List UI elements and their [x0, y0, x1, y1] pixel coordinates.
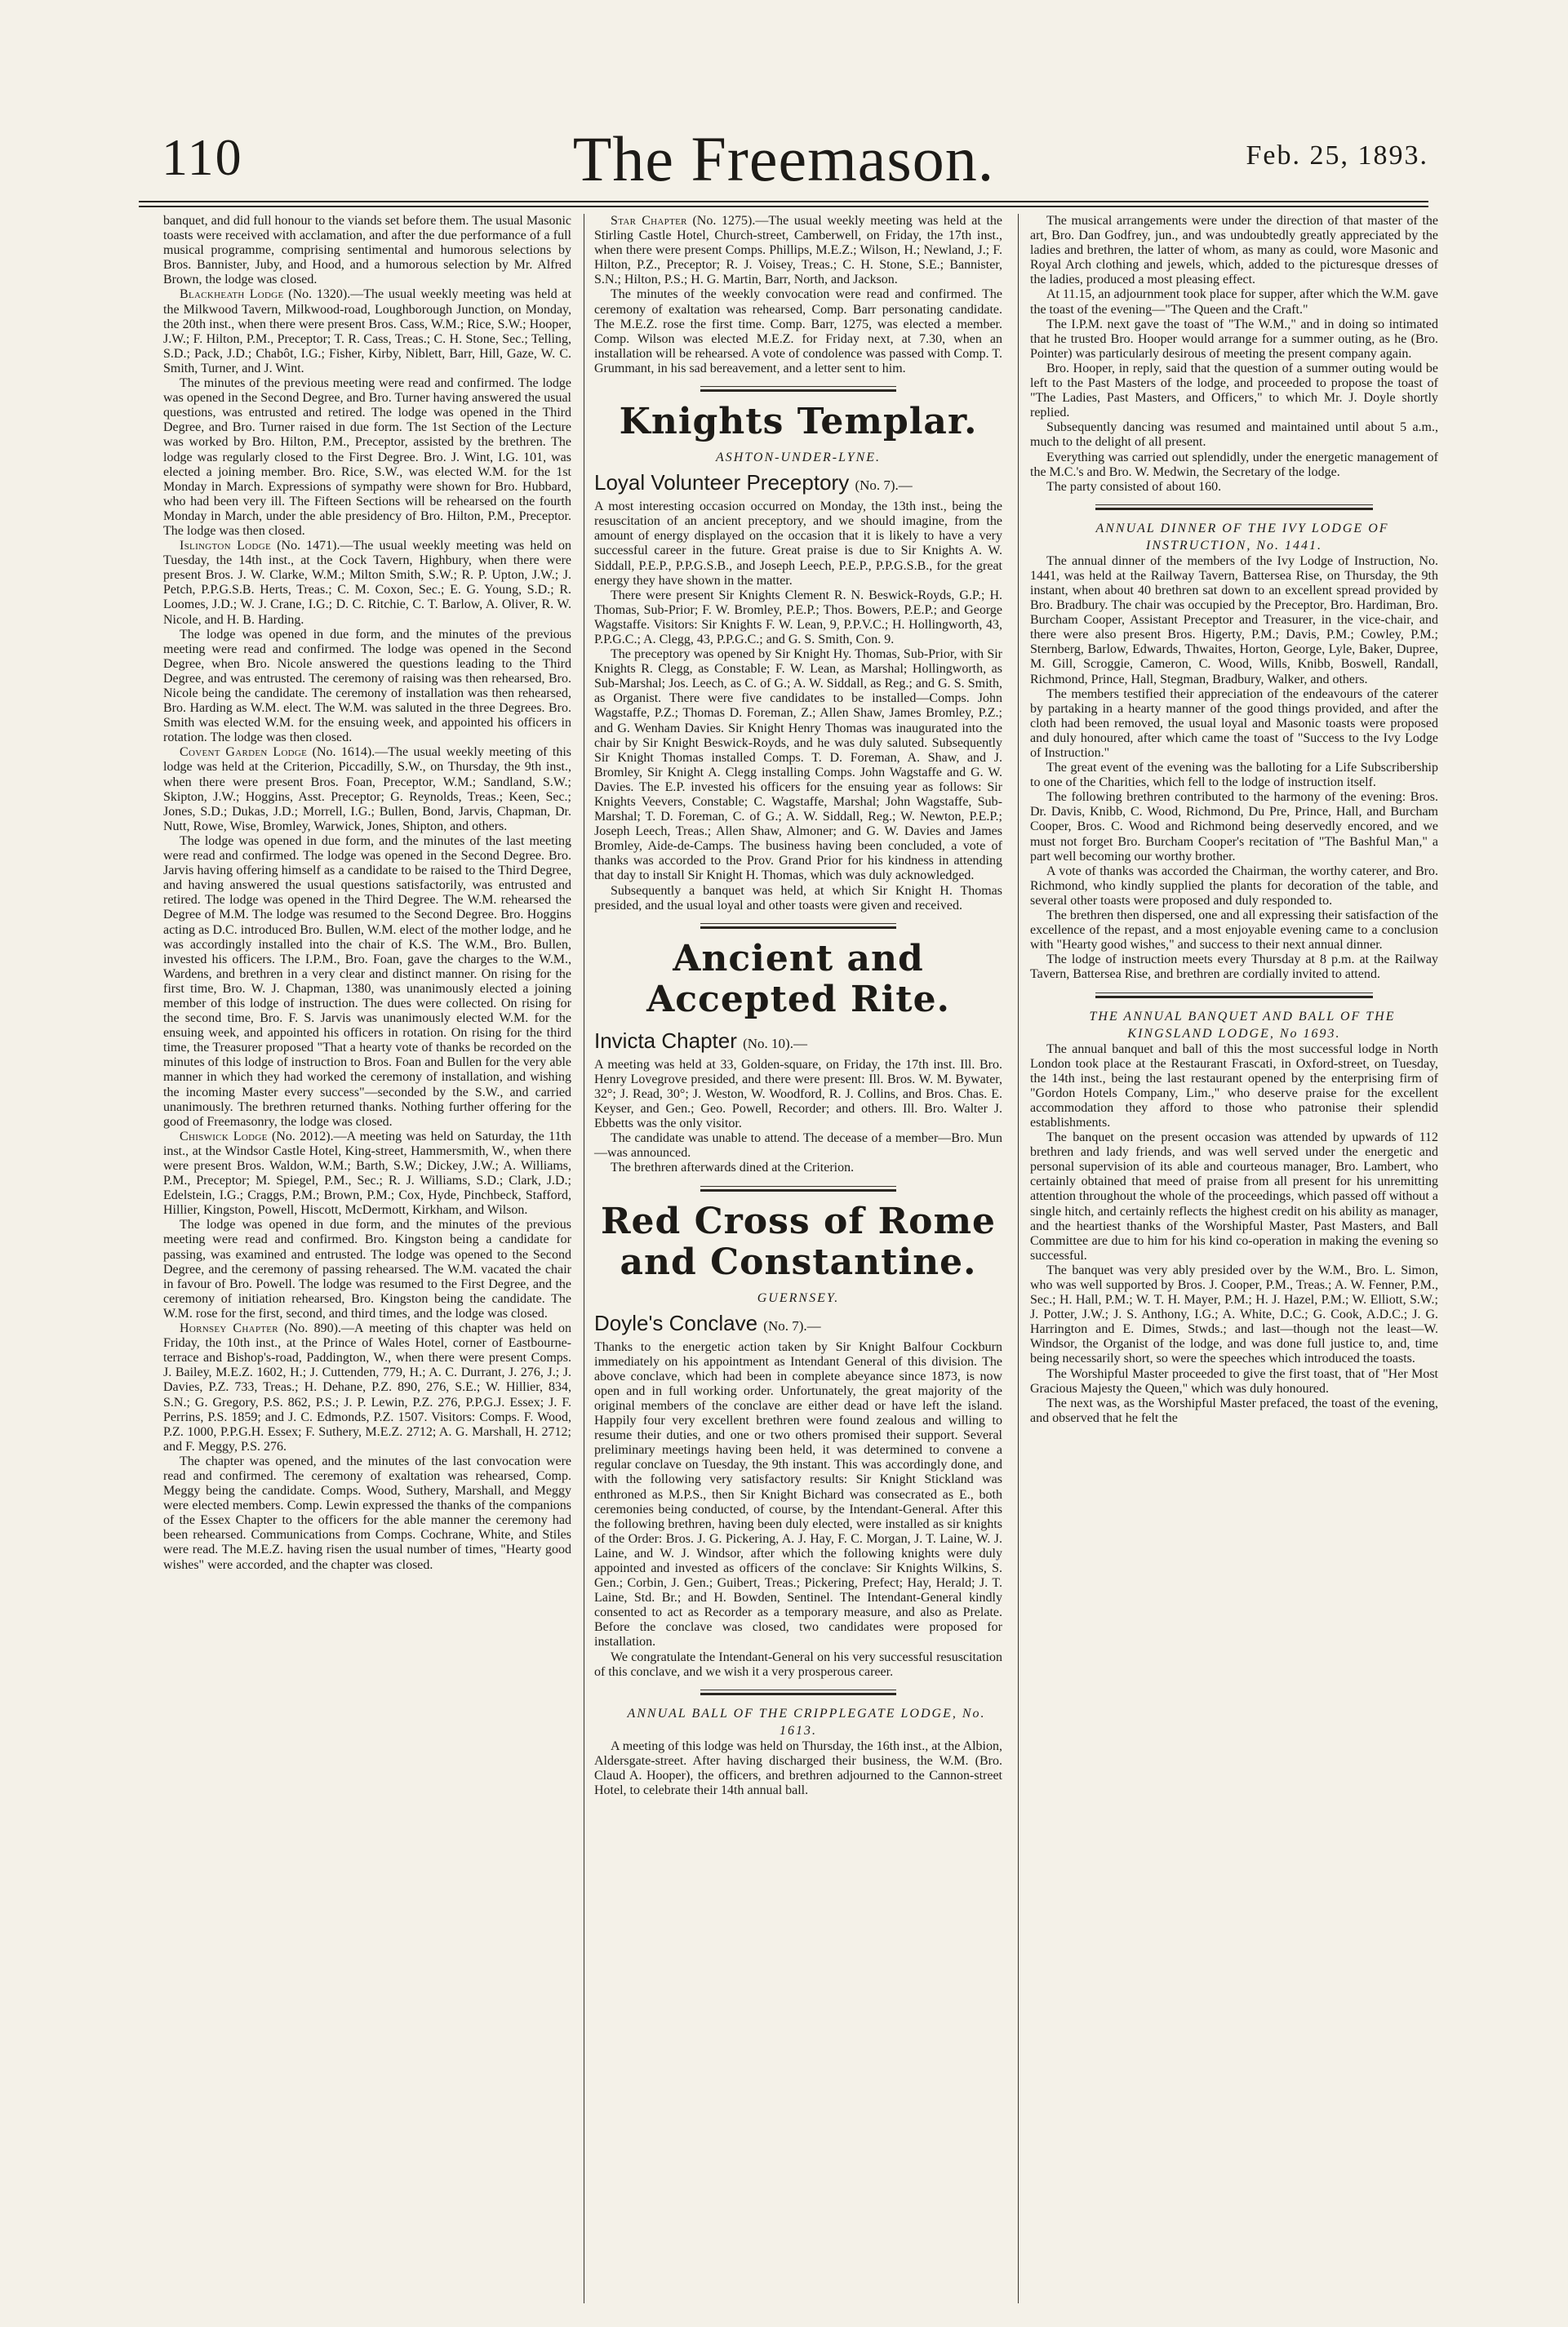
section-heading-ancient-accepted-rite: Ancient and Accepted Rite.	[646, 937, 950, 1020]
lodge-name: Star Chapter	[611, 214, 687, 228]
paragraph: Thanks to the energetic action taken by Sir Knight Balfour Cockburn immediately on his appointment as Intendant General of this division. The above conclave, which had been in complete abeyance since 1873, is now open and in full working order. Unfortunately, the great majority of the original members of the conclave are either dead or have left the island. Happily four very excellent brethren were found zealous and willing to resume their duties, and one or two others promised their support. Several preliminary meetings having been held, it was determined to convene a regular conclave on Tuesday, the 9th instant. This was accordingly done, and with the following very satisfactory results: Sir Knight Stickland was enthroned as M.P.S., then Sir Knight Bichard was consecrated as E., both ceremonies being conducted, of course, by the Intendant-General. After this the following brethren, having been duly elected, were installed as sir knights of the Order: Bros. J. G. Pickering, A. J. Hay, F. C. Morgan, J. T. Laine, W. J. Laine, and W. J. Windsor, after which the following knights were duly appointed and invested as officers of the conclave: Sir Knights Wilkins, S. Gen.; Corbin, J. Gen.; Guibert, Treas.; Pickering, Prefect; Hay, Herald; J. T. Laine, Std. Br.; and H. Bowden, Sentinel. The Intendant-General kindly consented to act as Recorder as a temporary measure, and also as Prelate. Before the conclave was closed, two candidates were proposed for installation.	[594, 1339, 1002, 1650]
section-divider	[700, 1189, 896, 1192]
paragraph: At 11.15, an adjournment took place for supper, after which the W.M. gave the toast of the evening—"The Queen and the Craft."	[1030, 287, 1438, 317]
preceptory-title: Loyal Volunteer Preceptory (No. 7).—	[594, 470, 913, 495]
paragraph: A meeting of this lodge was held on Thursday, the 16th inst., at the Albion, Aldersgate-street. After having discharged their business, the W.M. (Bro. Claud A. Hooper), the officers, and brethren adjourned to the Cannon-street Hotel, to celebrate their 14th annual ball.	[594, 1739, 1002, 1798]
place-subhead: ASHTON-UNDER-LYNE.	[715, 451, 882, 465]
page-number: 110	[162, 128, 243, 186]
covent-garden-report: Covent Garden Lodge (No. 1614).—The usual weekly meeting of this lodge was held at the Criterion, Piccadilly, S.W., on Thursday, the 9th inst., when there were present Bros. Foan, Preceptor, W.M.; Sandland, S.W.; Skipton, J.W.; Hoggins, Asst. Preceptor; G. Reynolds, Treas.; Keen, Sec.; Jones, S.D.; Dukas, J.D.; Morrell, I.G.; Bullen, Bond, Jarvis, Chapman, Dr. Nutt, Rowe, Wise, Bromley, Warwick, Jones, Shipton, and others.	[163, 745, 572, 833]
islington-report: Islington Lodge (No. 1471).—The usual weekly meeting was held on Tuesday, the 14th inst., at the Cock Tavern, Highbury, when there were present Bros. J. W. Clarke, W.M.; Milton Smith, S.W.; R. P. Upton, J.W.; J. Petch, P.P.G.S.B. Herts, Treas.; C. M. Coxon, Sec.; E. G. Young, S.D.; R. Loomes, J.D.; W. J. Crane, I.G.; D. C. Ritchie, C. T. Barlow, A. Oliver, R. W. Nicole, and H. B. Harding.	[163, 539, 572, 627]
masthead	[139, 122, 1428, 198]
paragraph: The brethren afterwards dined at the Criterion.	[611, 1161, 855, 1175]
paragraph: The party consisted of about 160.	[1046, 479, 1222, 494]
paragraph: A vote of thanks was accorded the Chairman, the worthy caterer, and Bro. Richmond, who kindly supplied the plants for decoration of the table, and several other toasts were proposed and duly responded to.	[1030, 864, 1438, 908]
lodge-name: Chiswick Lodge	[180, 1129, 268, 1144]
section-divider	[1095, 508, 1373, 510]
section-heading-knights-templar: Knights Templar.	[619, 401, 978, 443]
issue-date: Feb. 25, 1893.	[1246, 140, 1428, 171]
paragraph: Everything was carried out splendidly, under the energetic management of the M.C.'s and Bro. W. Medwin, the Secretary of the lodge.	[1030, 450, 1438, 479]
paragraph: A meeting was held at 33, Golden-square, on Friday, the 17th inst. Ill. Bro. Henry Lovegrove presided, and there were present: Ill. Bros. W. M. Bywater, 32°; J. Read, 30°; J. Weston, W. Woodford, R. J. Collins, and Bros. Chas. E. Keyser, and Gen.; Geo. Powell, Recorder; and others. Ill. Bro. Walter J. Ebbetts was the only visitor.	[594, 1057, 1002, 1131]
lodge-name: Covent Garden Lodge	[180, 745, 308, 760]
paragraph: Subsequently dancing was resumed and maintained until about 5 a.m., much to the delight of all present.	[1030, 420, 1438, 450]
blackheath-report: Blackheath Lodge (No. 1320).—The usual weekly meeting was held at the Milkwood Tavern, Milkwood-road, Loughborough Junction, on Monday, the 20th inst., when there were present Bros. Cass, W.M.; Rice, S.W.; Hooper, J.W.; F. Hilton, P.M., Preceptor; T. R. Cass, Treas.; C. H. Stone, Sec.; Telling, S.D.; Pack, J.D.; Chabôt, I.G.; Fisher, Kirby, Niblett, Barr, Hill, Gaze, W. C. Smith, Turner, and J. Wint.	[163, 287, 572, 375]
paragraph: Bro. Hooper, in reply, said that the question of a summer outing would be left to the Past Masters of the lodge, and proceeded to propose the toast of "The Ladies, Past Masters, and Officers," to which Mr. J. Doyle shortly replied.	[1030, 361, 1438, 420]
paragraph: The members testified their appreciation of the endeavours of the caterer by partaking in a hearty manner of the good things provided, and after the cloth had been removed, the usual loyal and Masonic toasts were proposed and duly honoured, after which came the toast of "Success to the Ivy Lodge of Instruction."	[1030, 686, 1438, 760]
column-rule-2	[1018, 214, 1019, 2303]
section-divider	[700, 926, 896, 929]
paragraph: The chapter was opened, and the minutes of the last convocation were read and confirmed. The ceremony of exaltation was rehearsed, Comp. Meggy being the candidate. Comps. Wood, Suthery, Marshall, and Meggy were elected members. Comp. Lewin expressed the thanks of the companions of the Essex Chapter to the officers for the able manner the ceremony had been rehearsed. Communications from Comps. Cochrane, White, and Stiles were read. The M.E.Z. having risen the usual number of times, "Hearty good wishes" were accorded, and the chapter was closed.	[163, 1454, 571, 1572]
lodge-name: Blackheath Lodge	[180, 287, 284, 302]
paragraph: The great event of the evening was the balloting for a Life Subscribership to one of the Charities, which fell to the lodge of instruction itself.	[1030, 761, 1438, 790]
section-divider	[700, 1186, 896, 1187]
section-divider	[700, 1693, 896, 1695]
conclave-title: Doyle's Conclave (No. 7).—	[594, 1310, 821, 1335]
masthead-rule-bottom	[139, 206, 1428, 207]
paragraph: The musical arrangements were under the direction of that master of the art, Bro. Dan Godfrey, jun., and was undoubtedly greatly appreciated by the ladies and brethren, the latter of whom, as many as could, wore Masonic and Royal Arch clothing and jewels, which, added to the picturesque dresses of the ladies, produced a most pleasing effect.	[1030, 214, 1438, 287]
section-divider	[700, 389, 896, 392]
lodge-name: Hornsey Chapter	[180, 1321, 278, 1336]
paragraph: The banquet on the present occasion was attended by upwards of 112 brethren and lady friends, and was well served under the energetic and personal supervision of its able and courteous manager, Bro. Lambert, who certainly obtained that meed of praise from all present for his unremitting attention throughout the whole of the proceedings, which passed off without a single hitch, and certainly reflects the highest credit on his ability as manager, and the heartiest thanks of the Worshipful Master, Past Masters, and Ball Committee are due to him for his kind co-operation in making the evening so successful.	[1030, 1130, 1438, 1263]
paragraph: The brethren then dispersed, one and all expressing their satisfaction of the excellence of the repast, and a most enjoyable evening came to a conclusion with "Hearty good wishes," and success to their next annual dinner.	[1030, 908, 1438, 953]
section-divider	[700, 386, 896, 387]
section-divider	[1095, 504, 1373, 505]
paragraph: The candidate was unable to attend. The decease of a member—Bro. Mun—was announced.	[594, 1131, 1002, 1161]
lodge-name: Islington Lodge	[180, 539, 272, 553]
paragraph: A most interesting occasion occurred on Monday, the 13th inst., being the resuscitation of an ancient preceptory, and we should imagine, from the amount of energy displayed on the occasion that it is likely to have a very successful career in the future. Great praise is due to Sir Knights A. W. Siddall, P.E.P., P.P.G.S.B., and Joseph Leech, P.E.P., P.P.G.S.B., for the great energy they have shown in the matter.	[594, 500, 1002, 588]
paragraph: The lodge of instruction meets every Thursday at 8 p.m. at the Railway Tavern, Battersea Rise, and brethren are cordially invited to attend.	[1030, 953, 1438, 982]
paragraph: The annual banquet and ball of this the most successful lodge in North London took place at the Restaurant Frascati, in Oxford-street, on Tuesday, the 14th inst., being the last restaurant opened by the enterprising firm of "Gordon Hotels Company, Lim.," who deserve praise for the excellent accommodation they afford to those who patronise their splendid establishments.	[1030, 1041, 1438, 1130]
paragraph: Subsequently a banquet was held, at which Sir Knight H. Thomas presided, and the usual loyal and other toasts were given and received.	[594, 883, 1002, 913]
paragraph: The banquet was very ably presided over by the W.M., Bro. L. Simon, who was well supported by Bros. J. Cooper, P.M., Treas.; A. W. Fenner, P.M., Sec.; H. Hall, P.M.; W. T. H. Mayer, P.M.; H. J. Hazel, P.M.; W. Elliott, S.W.; J. Potter, J.W.; J. S. Anthony, I.G.; A. White, D.C.; G. Cook, A.D.C.; J. G. Harrington and E. Dimes, Stwds.; and last—though not the least—W. Windsor, the Organist of the lodge, and was done full justice to, and, time being necessarily short, so were the speeches which introduced the toasts.	[1030, 1263, 1438, 1366]
report-heading-ivy-lodge: ANNUAL DINNER OF THE IVY LODGE OF INSTRUCTION, No. 1441.	[1095, 521, 1389, 553]
paragraph: We congratulate the Intendant-General on his very successful resuscitation of this conclave, and we wish it a very prosperous career.	[594, 1650, 1002, 1679]
paragraph: The following brethren contributed to the harmony of the evening: Bros. Dr. Davis, Knibb, C. Wood, Richmond, Du Pre, Prince, Hall, and Burcham Cooper, Bros. C. Wood and Richmond being deservedly encored, and we must not forget Bro. Burcham Cooper's recitation of "The Bashful Man," a part well becoming our worthy brother.	[1030, 790, 1438, 864]
report-heading-kingsland-lodge: THE ANNUAL BANQUET AND BALL OF THE KINGSLAND LODGE, No 1693.	[1089, 1009, 1396, 1041]
paragraph: The preceptory was opened by Sir Knight Hy. Thomas, Sub-Prior, with Sir Knights R. Clegg, as Constable; F. W. Lean, as Marshal; Hollingworth, as Sub-Marshal; Jos. Leech, as C. of G.; A. W. Siddall, as Reg.; and G. S. Smith, as Organist. There were five candidates to be installed—Comps. John Wagstaffe, P.Z.; Thomas D. Foreman, Z.; Allen Shaw, James Bromley, P.Z.; and G. Wenham Davies. Sir Knight Henry Thomas was inaugurated into the chair by Sir Knight Beswick-Royds, and he was duly saluted. Subsequently Sir Knight Thomas installed Comps. T. D. Foreman, A. Shaw, and J. Bromley, Sir Knight A. Clegg installing Comps. John Wagstaffe and G. W. Davies. The E.P. invested his officers for the ensuing year as follows: Sir Knights Veevers, Constable; C. Wagstaffe, Marshal; John Wagstaffe, Sub-Marshal; T. D. Foreman, C. of G.; A. W. Siddall, Reg.; W. Newton, P.E.P.; Joseph Leech, Treas.; Allen Shaw, Almoner; and G. W. Davies and James Bromley, Aide-de-Camps. The business having been concluded, a vote of thanks was accorded to the Prov. Grand Prior for his kindness in attending that day to install Sir Knight H. Thomas, which was duly acknowledged.	[594, 647, 1002, 883]
chapter-title: Invicta Chapter (No. 10).—	[594, 1028, 807, 1053]
paragraph: The lodge was opened in due form, and the minutes of the previous meeting were read and confirmed. Bro. Kingston being a candidate for passing, was examined and entrusted. The lodge was opened to the Second Degree, and the ceremony of passing rehearsed. The W.M. vacated the chair in favour of Bro. Powell. The lodge was resumed to the First Degree, and the ceremony of initiation rehearsed, Bro. Kingston being the candidate. The W.M. rose for the first, second, and third times, and the lodge was closed.	[163, 1218, 571, 1321]
report-heading-cripplegate: ANNUAL BALL OF THE CRIPPLEGATE LODGE, No. 1613.	[627, 1706, 986, 1738]
paragraph: The minutes of the weekly convocation were read and confirmed. The ceremony of exaltation was rehearsed, Comp. Barr personating candidate. The M.E.Z. rose the first time. Comp. Barr, 1275, was elected a member. Comp. Wilson was elected M.E.Z. for Friday next, at 7.30, when an installation will be rehearsed. A vote of condolence was passed with Comp. T. Grummant, in his sad bereavement, and a letter sent to him.	[594, 287, 1002, 375]
star-chapter-report: Star Chapter (No. 1275).—The usual weekly meeting was held at the Stirling Castle Hotel, Church-street, Camberwell, on Friday, the 17th inst., when there were present Comps. Phillips, M.E.Z.; Wilson, H.; Newland, J.; F. Hilton, P.Z., Preceptor; R. J. Voisey, Treas.; C. H. Stone, S.E.; Bannister, S.N.; Hilton, P.S.; H. G. Martin, Barr, North, and Jackson.	[594, 214, 1002, 287]
column-3	[1030, 214, 1438, 1426]
paragraph: There were present Sir Knights Clement R. N. Beswick-Royds, G.P.; H. Thomas, Sub-Prior; F. W. Bromley, P.E.P.; Thos. Bowers, P.E.P.; and George Wagstaffe. Visitors: Sir Knights F. W. Lean, 9, P.P.V.C.; H. Hollingworth, 43, P.P.G.C.; A. Clegg, 43, P.P.G.C.; and G. S. Smith, Con. 9.	[594, 588, 1002, 646]
newspaper-title: The Freemason.	[572, 123, 995, 194]
column-2	[594, 214, 1002, 1798]
paragraph: The annual dinner of the members of the Ivy Lodge of Instruction, No. 1441, was held at the Railway Tavern, Battersea Rise, on Thursday, the 9th instant, when about 40 brethren sat down to an excellent spread provided by Bro. Bradbury. The chair was occupied by the Preceptor, Bro. Hardiman, Bro. Burcham Cooper, Assistant Preceptor and Treasurer, in the vice-chair, and there were also present Bros. Higerty, P.M.; Davis, P.M.; Cowley, P.M.; Sternberg, Barlow, Edwards, Thwaites, Horton, George, Lyle, Baker, Dupree, M. Gill, Scroggie, Cameron, C. Wood, Wills, Knibb, Boswell, Randall, Richmond, Prince, Hall, Stegman, Bradbury, Walker, and others.	[1030, 553, 1438, 686]
paragraph: The lodge was opened in due form, and the minutes of the last meeting were read and confirmed. The lodge was opened in the Second Degree. Bro. Jarvis having offering himself as a candidate to be raised to the Third Degree, and having answered the usual questions satisfactorily, was entrusted and retired. The lodge was opened in the Third Degree. The W.M. rehearsed the Degree of M.M. The lodge was resumed to the Second Degree. Bro. Hoggins acting as D.C. introduced Bro. Bullen, W.M. elect of the mother lodge, and he was accordingly installed into the chair of K.S. The W.M., Bro. Bullen, invested his officers. The I.P.M., Bro. Foan, gave the charges to the W.M., Wardens, and brethren in a very clear and distinct manner. On rising for the first time, Bro. W. J. Chapman, 1380, was unanimously elected a joining member of this lodge of instruction. The dues were collected. On rising for the second time, Bro. F. S. Jarvis was unanimously elected W.M. for the ensuing week, and appointed his officers in rotation. On rising for the third time, the Treasurer proposed "That a hearty vote of thanks be recorded on the minutes of this lodge of instruction to Bros. Foan and Bullen for the very able manner in which they had worked the ceremony of installation, and wishing the incoming Master every success"—seconded by the S.W., and carried unanimously. The brethren returned thanks. Nothing further offering for the good of Freemasonry, the lodge was closed.	[163, 833, 571, 1129]
masthead-rule-top	[139, 201, 1428, 202]
column-1	[163, 214, 571, 1573]
paragraph: The minutes of the previous meeting were read and confirmed. The lodge was opened in the Second Degree, and Bro. Turner having answered the usual questions, was entrusted and retired. The lodge was opened in the Third Degree, and Bro. Turner raised in due form. The 1st Section of the Lecture was worked by Bro. Hilton, P.M., Preceptor, assisted by the brethren. The lodge was regularly closed to the First Degree. Bro. J. Wint, I.G. 101, was elected a joining member. Bro. Rice, S.W., was elected W.M. for the 1st Monday in March. Expressions of sympathy were shown for Bro. Hubbard, who had been very ill. The Fifteen Sections will be rehearsed on the fourth Monday in March, under the able presidency of Bro. Hilton, P.M., Preceptor. The lodge was then closed.	[163, 376, 571, 538]
place-subhead: GUERNSEY.	[757, 1290, 840, 1305]
section-divider	[1095, 996, 1373, 998]
paragraph: The lodge was opened in due form, and the minutes of the previous meeting were read and confirmed. The lodge was opened in the Second Degree, when Bro. Nicole answered the questions leading to the Third Degree, and was entrusted. The ceremony of raising was then rehearsed, Bro. Nicole being the candidate. The ceremony of installation was then rehearsed, Bro. Harding as W.M. elect. The W.M. was saluted in the three Degrees. Bro. Smith was elected W.M. for the ensuing week, and appointed his officers in rotation. The lodge was then closed.	[163, 627, 571, 745]
section-heading-red-cross: Red Cross of Rome and Constantine.	[600, 1200, 997, 1283]
hornsey-report: Hornsey Chapter (No. 890).—A meeting of this chapter was held on Friday, the 10th inst., at the Prince of Wales Hotel, corner of Eastbourne-terrace and Bishop's-road, Paddington, W., when there were present Comps. J. Bailey, M.E.Z. 1602, H.; J. Cuttenden, 779, H.; A. C. Durrant, J. 276, J.; J. Davies, P.Z. 733, Treas.; H. Dehane, P.Z. 890, 276, S.E.; W. Hillier, 834, S.N.; G. Gregory, P.S. 862, P.S.; J. P. Lewin, P.Z. 276, P.P.G.J. Essex; J. F. Perrins, P.S. 1859; and J. C. Edmonds, P.Z. 1507. Visitors: Comps. F. Wood, P.Z. 1000, P.P.G.H. Essex; F. Suthery, M.E.Z. 2712; A. G. Marshall, H. 2712; and F. Meggy, P.S. 276.	[163, 1321, 572, 1454]
paragraph: The next was, as the Worshipful Master prefaced, the toast of the evening, and observed that he felt the	[1030, 1396, 1438, 1425]
intro-paragraph: banquet, and did full honour to the viands set before them. The usual Masonic toasts were received with acclamation, and after the due performance of a full musical programme, comprising sentimental and humorous selections by Bros. Bannister, Juby, and Hood, and a humorous selection by Mr. Alfred Brown, the lodge was closed.	[163, 214, 571, 287]
paragraph: The Worshipful Master proceeded to give the first toast, that of "Her Most Gracious Majesty the Queen," which was duly honoured.	[1030, 1366, 1438, 1396]
chiswick-report: Chiswick Lodge (No. 2012).—A meeting was held on Saturday, the 11th inst., at the Windsor Castle Hotel, King-street, Hammersmith, W., when there were present Bros. Waldon, W.M.; Barth, S.W.; Dickey, J.W.; A. Williams, P.M., Preceptor; M. Spiegel, P.M., Sec.; R. J. Williams, S.D.; Clark, J.D.; Edelstein, I.G.; Craggs, P.M.; Brown, P.M.; Cox, Hyde, Pinchbeck, Stafford, Hillier, Kingston, Powell, Hiscott, McDermott, Kirkham, and Wilson.	[163, 1129, 572, 1218]
paragraph: The I.P.M. next gave the toast of "The W.M.," and in doing so intimated that he trusted Bro. Hooper would arrange for a summer outing, as he (Bro. Pointer) was particularly desirous of meeting the present company again.	[1030, 317, 1438, 361]
section-divider	[700, 923, 896, 924]
